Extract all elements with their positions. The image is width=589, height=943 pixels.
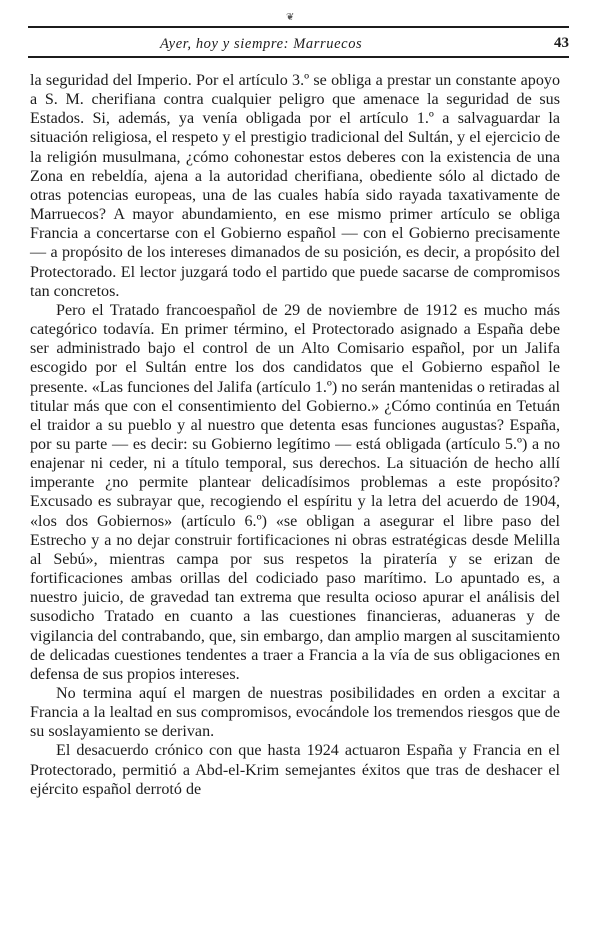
ornament-icon: ❦ [286, 12, 295, 23]
page-number: 43 [554, 35, 569, 51]
paragraph: Pero el Tratado francoespañol de 29 de noviembre de 1912 es mucho más categórico todavía. En primer término, el Protectorado asignado a España debe ser administrado bajo el control de un Alto Comisario español, por un Jalifa escogido por el Sultán entre los dos candidatos que el Gobierno español le presente. «Las funciones del Jalifa (artículo 1.º) no serán mantenidas o retiradas al titular más que con el consentimiento del Gobierno.» ¿Cómo continúa en Tetuán el traidor a su pueblo y al nuestro que detenta esas funciones augustas? España, por su parte — es decir: su Gobierno legítimo — está obligada (artículo 5.º) a no enajenar ni ceder, ni a título temporal, sus derechos. La situación de hecho allí imperante ¿no permite plantear delicadísimos problemas a este propósito? Excusado es subrayar que, recogiendo el espíritu y la letra del acuerdo de 1904, «los dos Gobiernos» (artículo 6.º) «se obligan a asegurar el libre paso del Estrecho y a no dejar construir fortificaciones ni obras estratégicas desde Melilla al Sebú», mientras campa por sus respetos la piratería y se erizan de fortificaciones ambas orillas del codiciado paso marítimo. Lo apuntado es, a nuestro juicio, de gravedad tan extrema que resulta ocioso apurar el análisis del susodicho Tratado en cuanto a las cuestiones financieras, aduaneras y de vigilancia del contrabando, que, sin embargo, dan amplio margen al suscitamiento de delicadas cuestiones tendentes a traer a Francia a la vía de sus obligaciones en defensa de sus propios intereses. [30, 301, 560, 683]
header-rule [28, 56, 569, 58]
paragraph: la seguridad del Imperio. Por el artículo 3.º se obliga a prestar un constante apoyo a S. M. cherifiana contra cualquier peligro que amenace la seguridad de sus Estados. Si, además, ya venía obligada por el artículo 1.º a salvaguardar la situación religiosa, el respeto y el prestigio tradicional del Sultán, y el ejercicio de la religión musulmana, ¿cómo cohonestar estos deberes con la existencia de una Zona en rebeldía, ajena a la autoridad cherifiana, obediente sólo al dictado de otras potencias europeas, una de las cuales había sido rayada taxativamente de Marruecos? A mayor abundamiento, en ese mismo primer artículo se obliga Francia a concertarse con el Gobierno español — con el Gobierno precisamente — a propósito de los intereses dimanados de su posición, es decir, a propósito del Protectorado. El lector juzgará todo el partido que puede sacarse de compromisos tan concretos. [30, 72, 560, 300]
top-rule [28, 26, 569, 28]
paragraph: El desacuerdo crónico con que hasta 1924 actuaron España y Francia en el Protectorado, permitió a Abd-el-Krim semejantes éxitos que tras de deshacer el ejército español derrotó de [30, 742, 560, 798]
body-text [30, 71, 560, 799]
paragraph: No termina aquí el margen de nuestras posibilidades en orden a excitar a Francia a la lealtad en sus compromisos, evocándole los tremendos riesgos que de su soslayamiento se derivan. [30, 685, 560, 741]
running-title: Ayer, hoy y siempre: Marruecos [160, 36, 363, 52]
